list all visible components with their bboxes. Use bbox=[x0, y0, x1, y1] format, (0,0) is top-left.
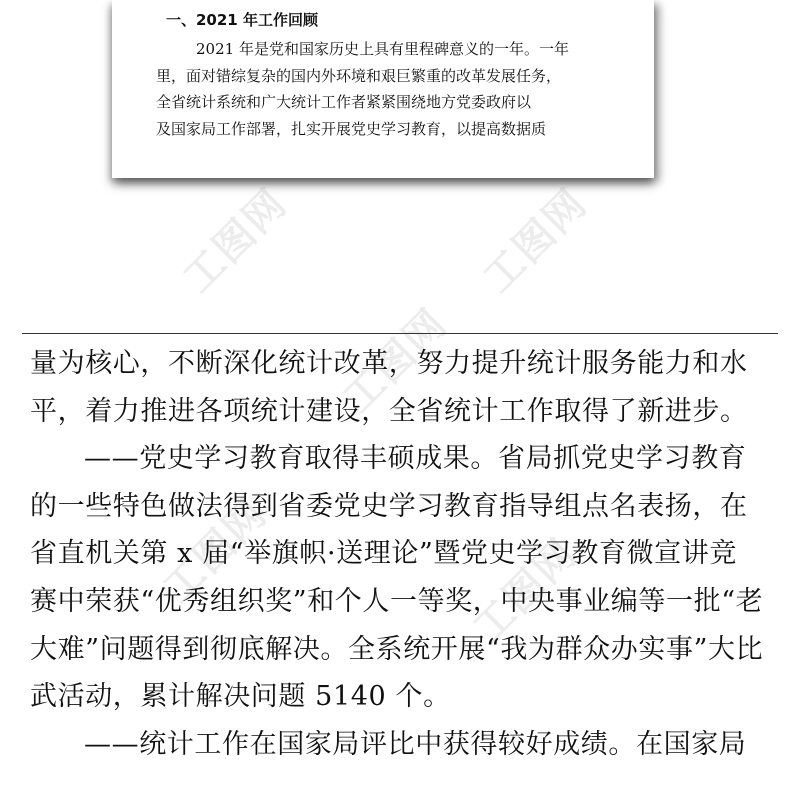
watermark: 工图网 bbox=[174, 180, 297, 302]
body-line: 量为核心，不断深化统计改革，努力提升统计服务能力和水 bbox=[30, 348, 748, 379]
body-line: 平，着力推进各项统计建设，全省统计工作取得了新进步。 bbox=[30, 395, 748, 427]
watermark: 工图网 bbox=[154, 490, 277, 612]
card-paragraph bbox=[156, 36, 642, 142]
body-line: 省直机关第 x 届“举旗帜·送理论”暨党史学习教育微宣讲竞 bbox=[30, 538, 737, 570]
body-line: ——党史学习教育取得丰硕成果。省局抓党史学习教育 bbox=[84, 443, 747, 475]
watermark: 工图网 bbox=[334, 300, 457, 422]
body-line: 武活动，累计解决问题 5140 个。 bbox=[30, 681, 451, 713]
body-line: 的一些特色做法得到省委党史学习教育指导组点名表扬，在 bbox=[30, 490, 748, 522]
card-line: 全省统计系统和广大统计工作者紧紧围绕地方党委政府以 bbox=[156, 93, 532, 111]
watermark: 工图网 bbox=[464, 530, 587, 652]
card-line: 及国家局工作部署，扎实开展党史学习教育，以提高数据质 bbox=[156, 119, 547, 138]
watermark: 工图网 bbox=[474, 180, 597, 302]
body-line: 大难”问题得到彻底解决。全系统开展“我为群众办实事”大比 bbox=[30, 633, 764, 665]
section-heading: 一、2021 年工作回顾 bbox=[166, 11, 318, 29]
body-line: ——统计工作在国家局评比中获得较好成绩。在国家局 bbox=[84, 728, 747, 760]
body-line: 赛中荣获“优秀组织奖”和个人一等奖，中央事业编等一批“老 bbox=[30, 585, 764, 617]
card-line: 里，面对错综复杂的国内外环境和艰巨繁重的改革发展任务， bbox=[156, 66, 562, 85]
body-text bbox=[30, 340, 782, 768]
document-preview-card bbox=[112, 0, 654, 178]
page-divider bbox=[22, 333, 778, 334]
card-line: 2021 年是党和国家历史上具有里程碑意义的一年。一年 bbox=[196, 40, 569, 58]
